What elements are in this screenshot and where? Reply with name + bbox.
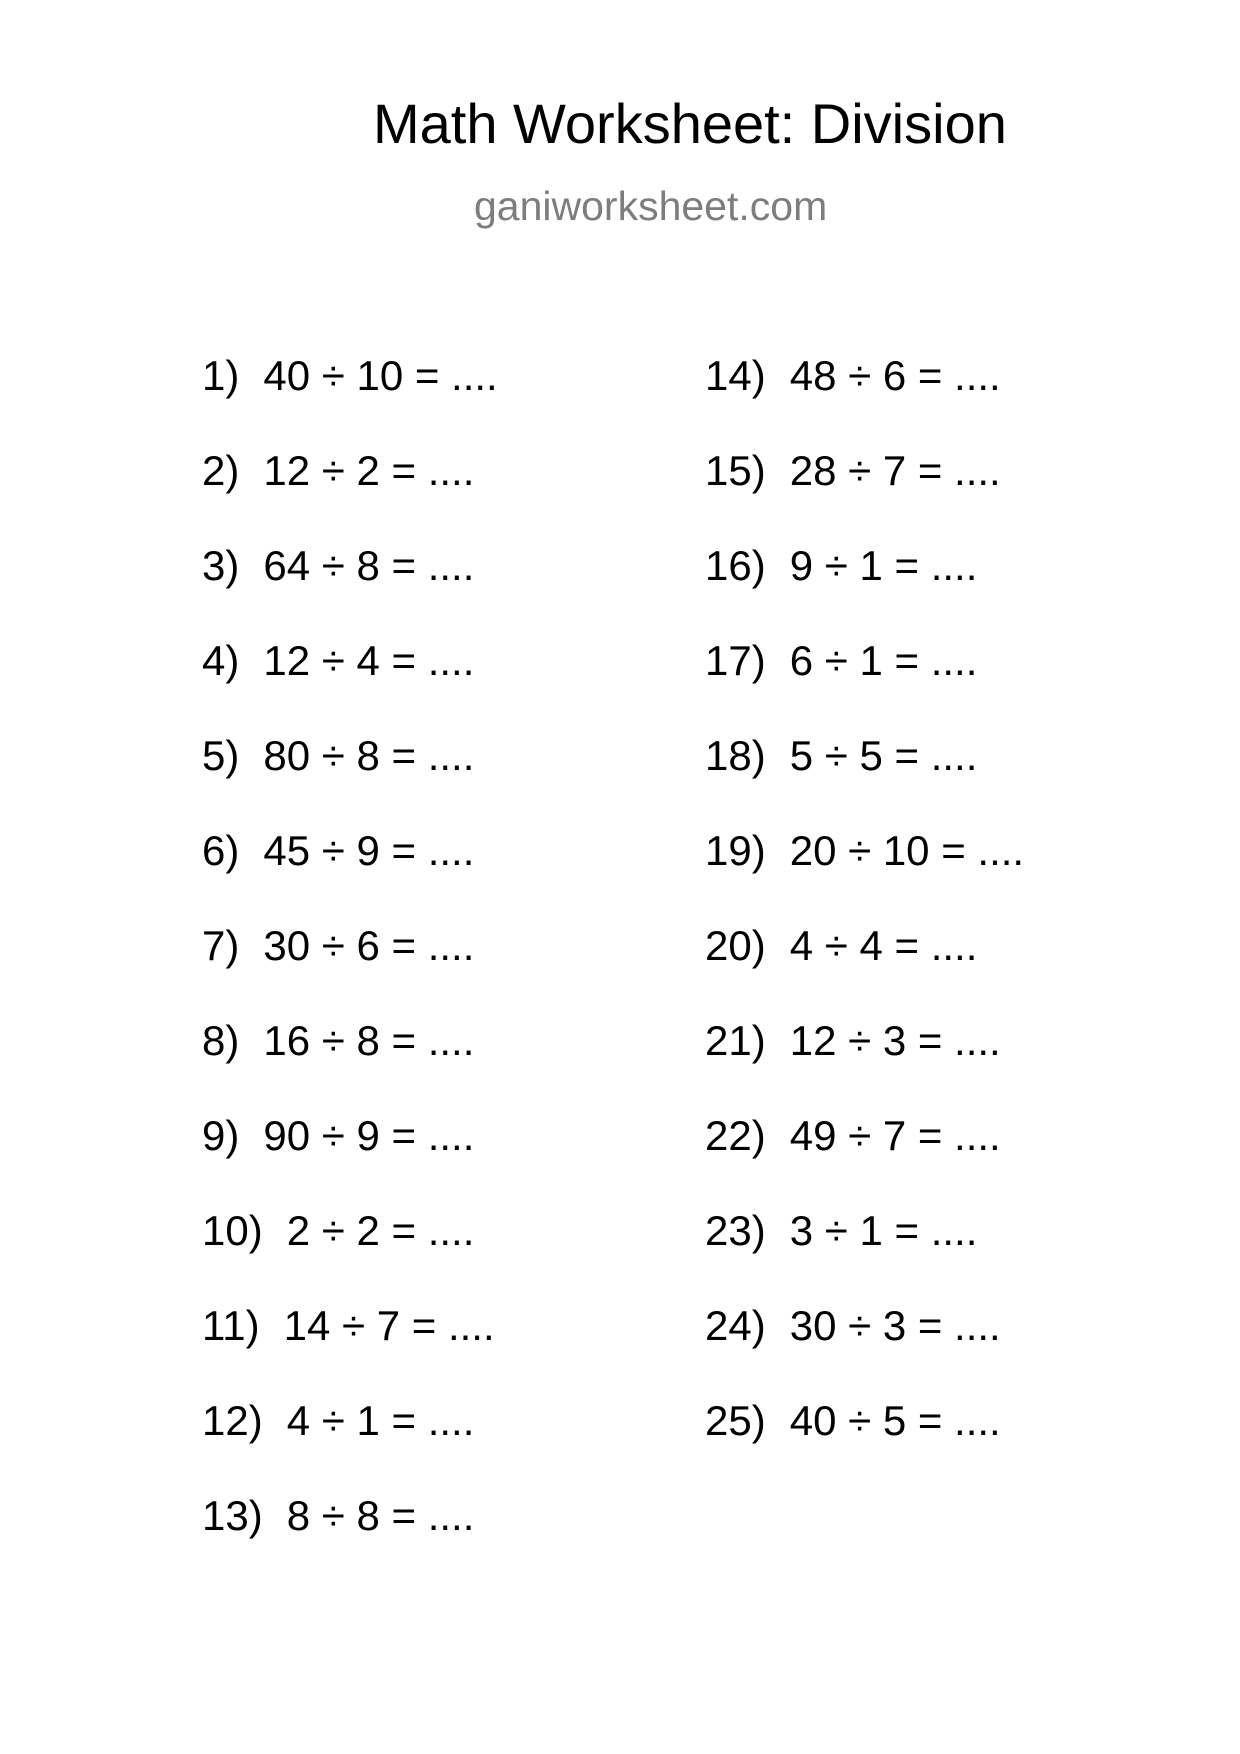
problem-expression: 14 ÷ 7 = .... bbox=[283, 1302, 495, 1349]
problem-column-right bbox=[705, 352, 1024, 1492]
problem-item bbox=[202, 447, 498, 542]
problem-expression: 40 ÷ 10 = .... bbox=[263, 352, 498, 399]
problem-expression: 12 ÷ 4 = .... bbox=[263, 637, 475, 684]
problem-expression: 80 ÷ 8 = .... bbox=[263, 732, 475, 779]
problem-number: 25 ) bbox=[705, 1397, 766, 1492]
problem-item bbox=[705, 447, 1024, 542]
problem-item bbox=[705, 542, 1024, 637]
problem-item bbox=[705, 732, 1024, 827]
problem-number: 21 ) bbox=[705, 1017, 766, 1112]
problem-expression: 6 ÷ 1 = .... bbox=[789, 637, 978, 684]
problem-number: 14 ) bbox=[705, 352, 766, 447]
problem-number: 13 ) bbox=[202, 1492, 263, 1587]
problem-item bbox=[705, 1112, 1024, 1207]
problem-number: 23 ) bbox=[705, 1207, 766, 1302]
problem-item bbox=[202, 1207, 498, 1302]
problem-number: 16 ) bbox=[705, 542, 766, 637]
problem-item bbox=[705, 1302, 1024, 1397]
problem-number: 17 ) bbox=[705, 637, 766, 732]
problem-item bbox=[202, 1397, 498, 1492]
problem-item bbox=[202, 637, 498, 732]
problem-item bbox=[705, 1397, 1024, 1492]
problem-expression: 45 ÷ 9 = .... bbox=[263, 827, 475, 874]
problem-expression: 12 ÷ 2 = .... bbox=[263, 447, 475, 494]
problem-expression: 4 ÷ 4 = .... bbox=[789, 922, 978, 969]
problem-number: 12 ) bbox=[202, 1397, 263, 1492]
problem-item bbox=[202, 1112, 498, 1207]
problem-expression: 12 ÷ 3 = .... bbox=[789, 1017, 1001, 1064]
problem-expression: 30 ÷ 6 = .... bbox=[263, 922, 475, 969]
problem-item bbox=[705, 1017, 1024, 1112]
source-website: ganiworksheet.com bbox=[474, 183, 828, 229]
problem-item bbox=[202, 1492, 498, 1587]
problem-number: 4 ) bbox=[202, 637, 239, 732]
problem-number: 20 ) bbox=[705, 922, 766, 1017]
problem-number: 18 ) bbox=[705, 732, 766, 827]
problem-expression: 8 ÷ 8 = .... bbox=[286, 1492, 475, 1539]
problem-expression: 5 ÷ 5 = .... bbox=[789, 732, 978, 779]
problem-column-left bbox=[202, 352, 498, 1587]
problem-number: 9 ) bbox=[202, 1112, 239, 1207]
problem-number: 22 ) bbox=[705, 1112, 766, 1207]
problem-item bbox=[202, 352, 498, 447]
problem-item bbox=[705, 827, 1024, 922]
problem-number: 15 ) bbox=[705, 447, 766, 542]
problem-number: 8 ) bbox=[202, 1017, 239, 1112]
problem-item bbox=[705, 352, 1024, 447]
problem-number: 7 ) bbox=[202, 922, 239, 1017]
problem-expression: 9 ÷ 1 = .... bbox=[789, 542, 978, 589]
problem-expression: 4 ÷ 1 = .... bbox=[286, 1397, 475, 1444]
problem-number: 6 ) bbox=[202, 827, 239, 922]
problem-number: 11 ) bbox=[202, 1302, 260, 1397]
problem-item bbox=[202, 827, 498, 922]
problem-number: 1 ) bbox=[202, 352, 239, 447]
problem-number: 24 ) bbox=[705, 1302, 766, 1397]
problem-item bbox=[202, 542, 498, 637]
problem-item bbox=[202, 1302, 498, 1397]
problem-number: 3 ) bbox=[202, 542, 239, 637]
problem-number: 19 ) bbox=[705, 827, 766, 922]
problem-expression: 3 ÷ 1 = .... bbox=[789, 1207, 978, 1254]
problem-item bbox=[705, 1207, 1024, 1302]
problem-item bbox=[202, 1017, 498, 1112]
problem-expression: 30 ÷ 3 = .... bbox=[789, 1302, 1001, 1349]
problem-number: 2 ) bbox=[202, 447, 239, 542]
problem-expression: 40 ÷ 5 = .... bbox=[789, 1397, 1001, 1444]
problem-expression: 49 ÷ 7 = .... bbox=[789, 1112, 1001, 1159]
problem-expression: 64 ÷ 8 = .... bbox=[263, 542, 475, 589]
problem-expression: 2 ÷ 2 = .... bbox=[286, 1207, 475, 1254]
problem-expression: 16 ÷ 8 = .... bbox=[263, 1017, 475, 1064]
problem-expression: 28 ÷ 7 = .... bbox=[789, 447, 1001, 494]
problem-item bbox=[705, 922, 1024, 1017]
problem-number: 10 ) bbox=[202, 1207, 263, 1302]
problem-item bbox=[202, 732, 498, 827]
problem-expression: 90 ÷ 9 = .... bbox=[263, 1112, 475, 1159]
problem-expression: 48 ÷ 6 = .... bbox=[789, 352, 1001, 399]
page-title: Math Worksheet: Division bbox=[373, 92, 1007, 155]
problem-item bbox=[705, 637, 1024, 732]
problem-item bbox=[202, 922, 498, 1017]
problem-expression: 20 ÷ 10 = .... bbox=[789, 827, 1025, 874]
problem-number: 5 ) bbox=[202, 732, 239, 827]
